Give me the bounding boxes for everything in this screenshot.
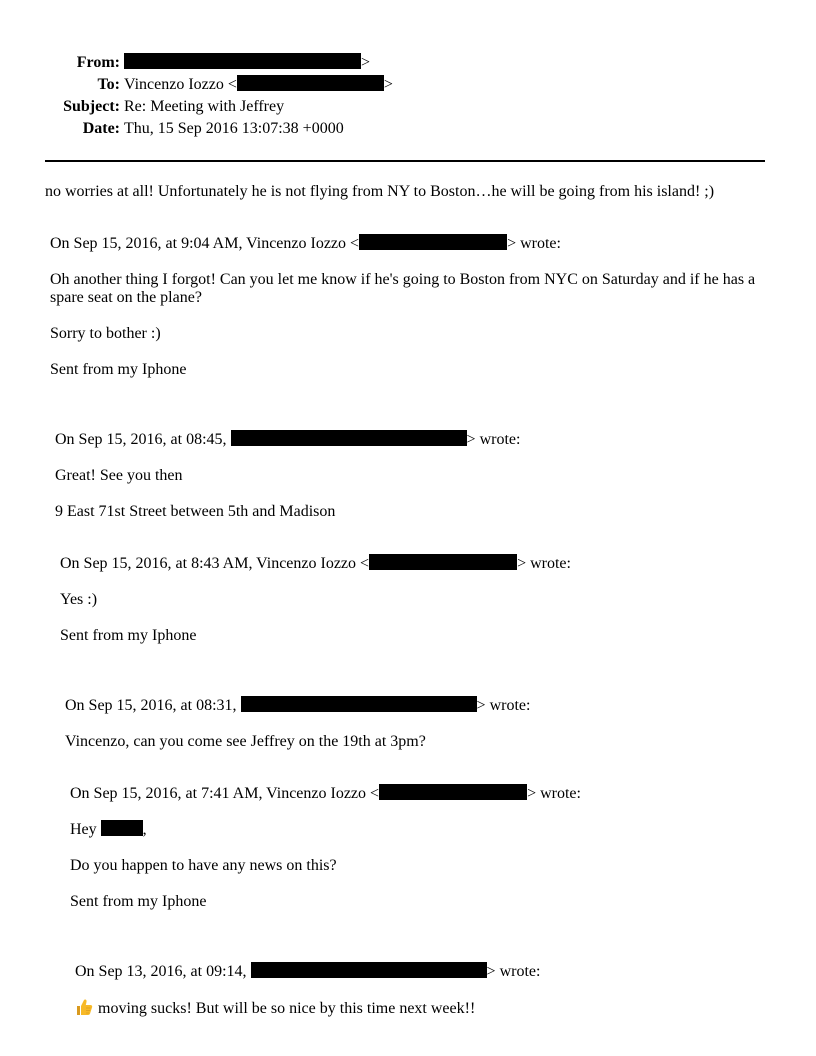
subject-value: Re: Meeting with Jeffrey [124,98,285,115]
redaction-block [231,430,467,446]
quote-header-prefix: On Sep 13, 2016, at 09:14, [75,963,247,980]
signature-line: Sent from my Iphone [50,361,187,378]
quote-body-line: Sorry to bother :) [50,325,161,342]
quote-header-suffix: > wrote: [466,431,521,448]
redaction-block [379,784,527,800]
from-label: From: [76,54,120,71]
quote-header-suffix: > wrote: [476,697,531,714]
redaction-block [124,53,361,69]
greeting-comma: , [142,821,147,838]
redaction-block [251,962,487,978]
quote-body-line [75,998,475,1019]
from-value [124,53,370,73]
quote-header [75,962,540,982]
quote-header-prefix: On Sep 15, 2016, at 7:41 AM, Vincenzo Iozzo < [70,785,380,802]
quote-header [65,696,530,716]
reply-text: no worries at all! Unfortunately he is not flying from NY to Boston…he will be going from his island! ;) [45,183,715,200]
redaction-block [241,696,477,712]
quote-body-line: Yes :) [60,591,98,608]
redaction-block [359,234,507,250]
quote-header-prefix: On Sep 15, 2016, at 8:43 AM, Vincenzo Iozzo < [60,555,370,572]
to-label: To: [97,76,120,93]
quote-body-line: Great! See you then [55,467,183,484]
to-suffix: > [383,76,393,93]
header-divider [45,160,765,162]
quote-body-line: spare seat on the plane? [50,289,202,306]
from-suffix: > [361,54,371,71]
quote-header [60,554,571,574]
quote-body-line: Oh another thing I forgot! Can you let me know if he's going to Boston from NYC on Saturday and if he has a [50,271,756,288]
quote-header [55,430,520,450]
to-name: Vincenzo Iozzo < [124,76,237,93]
quote-header [50,234,561,254]
to-value [124,75,393,95]
signature-line: Sent from my Iphone [60,627,197,644]
quote-header [70,784,581,804]
date-value: Thu, 15 Sep 2016 13:07:38 +0000 [124,120,344,137]
quote-body-line: Do you happen to have any news on this? [70,857,337,874]
quote-header-suffix: > wrote: [517,555,571,572]
quote-header-prefix: On Sep 15, 2016, at 08:31, [65,697,237,714]
greeting: Hey [70,821,97,838]
thumbs-up-icon [75,998,93,1016]
signature-line: Sent from my Iphone [70,893,207,910]
redaction-block [369,554,517,570]
subject-label: Subject: [63,98,120,115]
redaction-block [101,820,143,836]
quote-body-text: moving sucks! But will be so nice by this time next week!! [98,1000,476,1017]
quote-header-suffix: > wrote: [527,785,581,802]
redaction-block [237,75,384,91]
quote-header-suffix: > wrote: [486,963,541,980]
date-label: Date: [82,120,120,137]
quote-body-line: 9 East 71st Street between 5th and Madison [55,503,336,520]
quote-header-prefix: On Sep 15, 2016, at 08:45, [55,431,227,448]
quote-header-prefix: On Sep 15, 2016, at 9:04 AM, Vincenzo Iozzo < [50,235,360,252]
quote-header-suffix: > wrote: [507,235,561,252]
quote-body-line: Vincenzo, can you come see Jeffrey on the 19th at 3pm? [65,733,426,750]
quote-body-line [70,820,147,840]
